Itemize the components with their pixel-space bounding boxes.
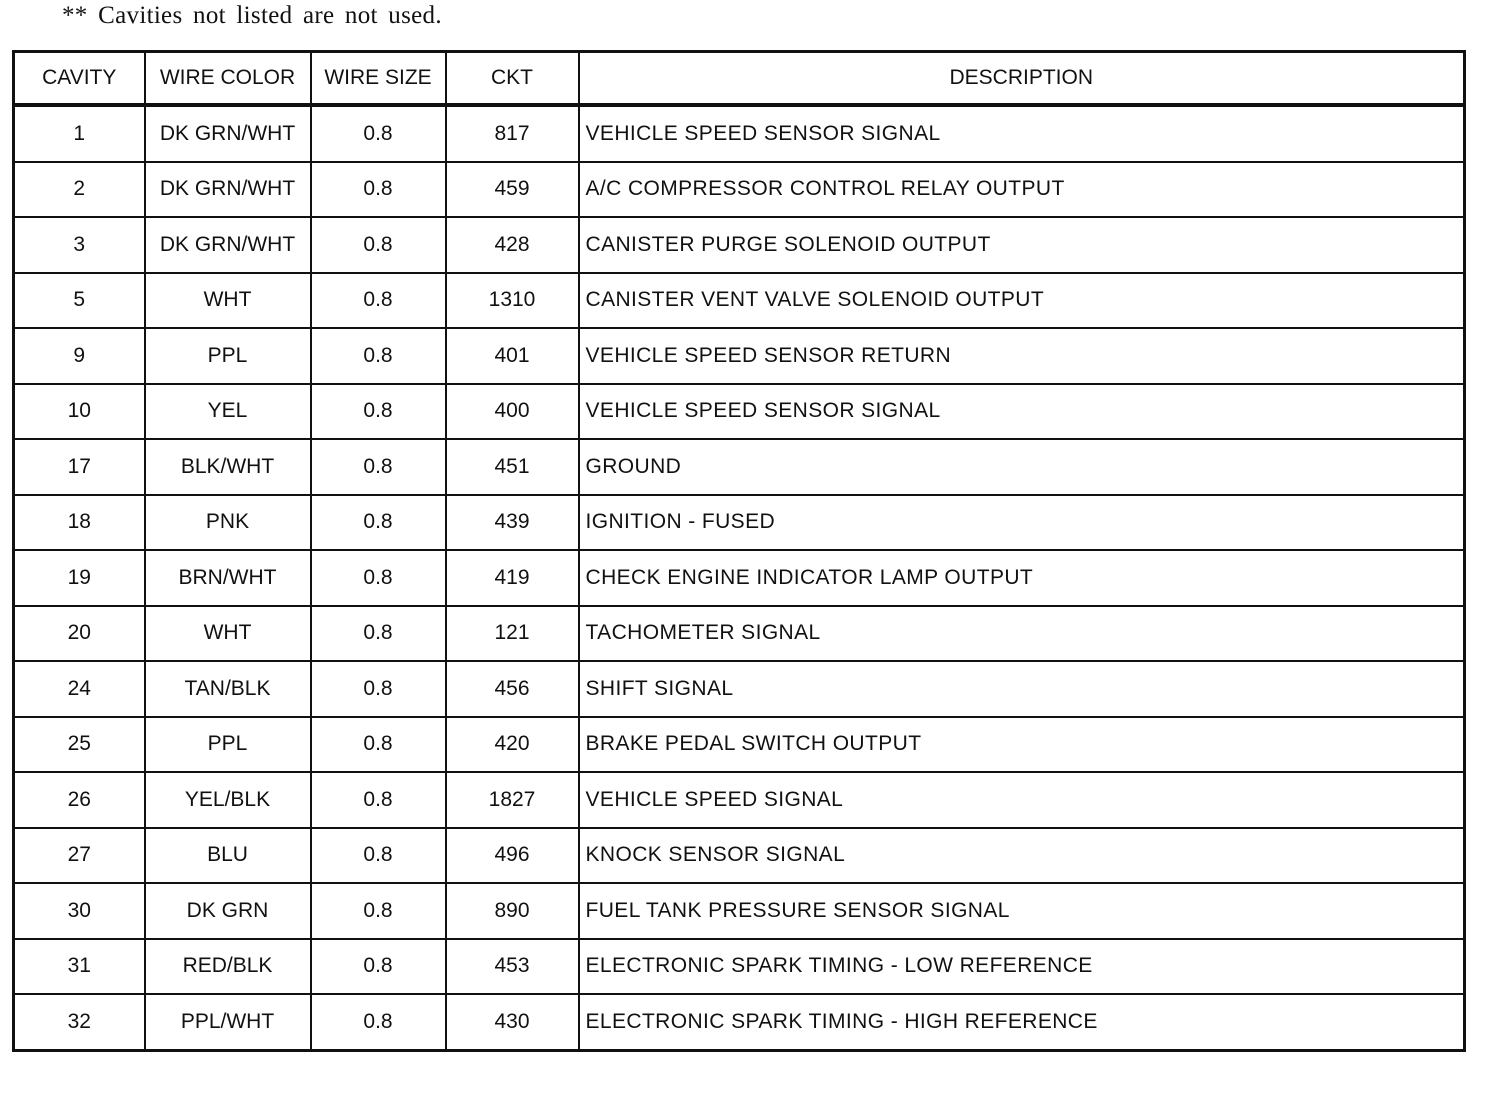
description-cell: BRAKE PEDAL SWITCH OUTPUT bbox=[579, 717, 1465, 773]
ckt-cell: 401 bbox=[446, 328, 579, 384]
table-row bbox=[14, 883, 1465, 939]
wire-color-cell: PPL/WHT bbox=[145, 994, 311, 1050]
wire-color-cell: PPL bbox=[145, 328, 311, 384]
wire-color-cell: YEL bbox=[145, 384, 311, 440]
cavity-cell: 17 bbox=[14, 439, 145, 495]
ckt-cell: 1827 bbox=[446, 772, 579, 828]
wire-size-cell: 0.8 bbox=[311, 772, 446, 828]
table-row bbox=[14, 606, 1465, 662]
wire-color-cell: BLU bbox=[145, 828, 311, 884]
cavity-cell: 32 bbox=[14, 994, 145, 1050]
ckt-cell: 817 bbox=[446, 105, 579, 162]
wire-size-cell: 0.8 bbox=[311, 105, 446, 162]
wire-size-cell: 0.8 bbox=[311, 162, 446, 218]
wire-color-cell: WHT bbox=[145, 273, 311, 329]
header-cavity: CAVITY bbox=[14, 52, 145, 106]
table-row bbox=[14, 495, 1465, 551]
ckt-cell: 400 bbox=[446, 384, 579, 440]
cavity-cell: 9 bbox=[14, 328, 145, 384]
table-row bbox=[14, 828, 1465, 884]
wire-color-cell: DK GRN/WHT bbox=[145, 162, 311, 218]
table-header-row bbox=[14, 52, 1465, 106]
wire-size-cell: 0.8 bbox=[311, 828, 446, 884]
wire-color-cell: DK GRN/WHT bbox=[145, 217, 311, 273]
wire-color-cell: WHT bbox=[145, 606, 311, 662]
description-cell: TACHOMETER SIGNAL bbox=[579, 606, 1465, 662]
ckt-cell: 496 bbox=[446, 828, 579, 884]
cavity-cell: 31 bbox=[14, 939, 145, 995]
table-row bbox=[14, 439, 1465, 495]
description-cell: ELECTRONIC SPARK TIMING - HIGH REFERENCE bbox=[579, 994, 1465, 1050]
table-row bbox=[14, 105, 1465, 162]
wire-size-cell: 0.8 bbox=[311, 550, 446, 606]
cavity-cell: 27 bbox=[14, 828, 145, 884]
table-row bbox=[14, 772, 1465, 828]
ckt-cell: 439 bbox=[446, 495, 579, 551]
ckt-cell: 451 bbox=[446, 439, 579, 495]
cavity-cell: 30 bbox=[14, 883, 145, 939]
wire-color-cell: YEL/BLK bbox=[145, 772, 311, 828]
cavity-cell: 1 bbox=[14, 105, 145, 162]
ckt-cell: 453 bbox=[446, 939, 579, 995]
cavity-cell: 10 bbox=[14, 384, 145, 440]
table-row bbox=[14, 994, 1465, 1050]
ckt-cell: 121 bbox=[446, 606, 579, 662]
wire-color-cell: PNK bbox=[145, 495, 311, 551]
description-cell: IGNITION - FUSED bbox=[579, 495, 1465, 551]
table-row bbox=[14, 550, 1465, 606]
ckt-cell: 1310 bbox=[446, 273, 579, 329]
description-cell: A/C COMPRESSOR CONTROL RELAY OUTPUT bbox=[579, 162, 1465, 218]
description-cell: VEHICLE SPEED SENSOR SIGNAL bbox=[579, 384, 1465, 440]
wire-color-cell: TAN/BLK bbox=[145, 661, 311, 717]
description-cell: GROUND bbox=[579, 439, 1465, 495]
cavity-cell: 3 bbox=[14, 217, 145, 273]
ckt-cell: 456 bbox=[446, 661, 579, 717]
description-cell: FUEL TANK PRESSURE SENSOR SIGNAL bbox=[579, 883, 1465, 939]
ckt-cell: 420 bbox=[446, 717, 579, 773]
wire-size-cell: 0.8 bbox=[311, 717, 446, 773]
table-body bbox=[14, 105, 1465, 1050]
wire-color-cell: RED/BLK bbox=[145, 939, 311, 995]
wire-size-cell: 0.8 bbox=[311, 606, 446, 662]
table-row bbox=[14, 273, 1465, 329]
wire-color-cell: DK GRN bbox=[145, 883, 311, 939]
description-cell: VEHICLE SPEED SENSOR RETURN bbox=[579, 328, 1465, 384]
footnote: ** Cavities not listed are not used. bbox=[62, 2, 442, 29]
wire-size-cell: 0.8 bbox=[311, 883, 446, 939]
cavity-cell: 24 bbox=[14, 661, 145, 717]
header-description: DESCRIPTION bbox=[579, 52, 1465, 106]
ckt-cell: 428 bbox=[446, 217, 579, 273]
wire-size-cell: 0.8 bbox=[311, 439, 446, 495]
wire-color-cell: BRN/WHT bbox=[145, 550, 311, 606]
description-cell: VEHICLE SPEED SENSOR SIGNAL bbox=[579, 105, 1465, 162]
wire-color-cell: DK GRN/WHT bbox=[145, 105, 311, 162]
description-cell: ELECTRONIC SPARK TIMING - LOW REFERENCE bbox=[579, 939, 1465, 995]
wire-size-cell: 0.8 bbox=[311, 273, 446, 329]
header-wire-size: WIRE SIZE bbox=[311, 52, 446, 106]
description-cell: KNOCK SENSOR SIGNAL bbox=[579, 828, 1465, 884]
cavity-cell: 25 bbox=[14, 717, 145, 773]
description-cell: CANISTER VENT VALVE SOLENOID OUTPUT bbox=[579, 273, 1465, 329]
wire-size-cell: 0.8 bbox=[311, 994, 446, 1050]
description-cell: VEHICLE SPEED SIGNAL bbox=[579, 772, 1465, 828]
ckt-cell: 430 bbox=[446, 994, 579, 1050]
table-row bbox=[14, 162, 1465, 218]
table-row bbox=[14, 939, 1465, 995]
ckt-cell: 459 bbox=[446, 162, 579, 218]
wire-size-cell: 0.8 bbox=[311, 217, 446, 273]
wire-color-cell: PPL bbox=[145, 717, 311, 773]
cavity-cell: 19 bbox=[14, 550, 145, 606]
description-cell: SHIFT SIGNAL bbox=[579, 661, 1465, 717]
description-cell: CHECK ENGINE INDICATOR LAMP OUTPUT bbox=[579, 550, 1465, 606]
wire-color-cell: BLK/WHT bbox=[145, 439, 311, 495]
table-row bbox=[14, 384, 1465, 440]
ckt-cell: 890 bbox=[446, 883, 579, 939]
table-row bbox=[14, 217, 1465, 273]
cavity-cell: 26 bbox=[14, 772, 145, 828]
ckt-cell: 419 bbox=[446, 550, 579, 606]
table-row bbox=[14, 661, 1465, 717]
wire-size-cell: 0.8 bbox=[311, 661, 446, 717]
wire-size-cell: 0.8 bbox=[311, 384, 446, 440]
wire-size-cell: 0.8 bbox=[311, 328, 446, 384]
header-wire-color: WIRE COLOR bbox=[145, 52, 311, 106]
wire-size-cell: 0.8 bbox=[311, 495, 446, 551]
cavity-cell: 20 bbox=[14, 606, 145, 662]
description-cell: CANISTER PURGE SOLENOID OUTPUT bbox=[579, 217, 1465, 273]
table-row bbox=[14, 328, 1465, 384]
cavity-cell: 5 bbox=[14, 273, 145, 329]
wire-size-cell: 0.8 bbox=[311, 939, 446, 995]
cavity-cell: 2 bbox=[14, 162, 145, 218]
cavity-cell: 18 bbox=[14, 495, 145, 551]
table-row bbox=[14, 717, 1465, 773]
header-ckt: CKT bbox=[446, 52, 579, 106]
connector-pinout-table bbox=[12, 50, 1466, 1052]
